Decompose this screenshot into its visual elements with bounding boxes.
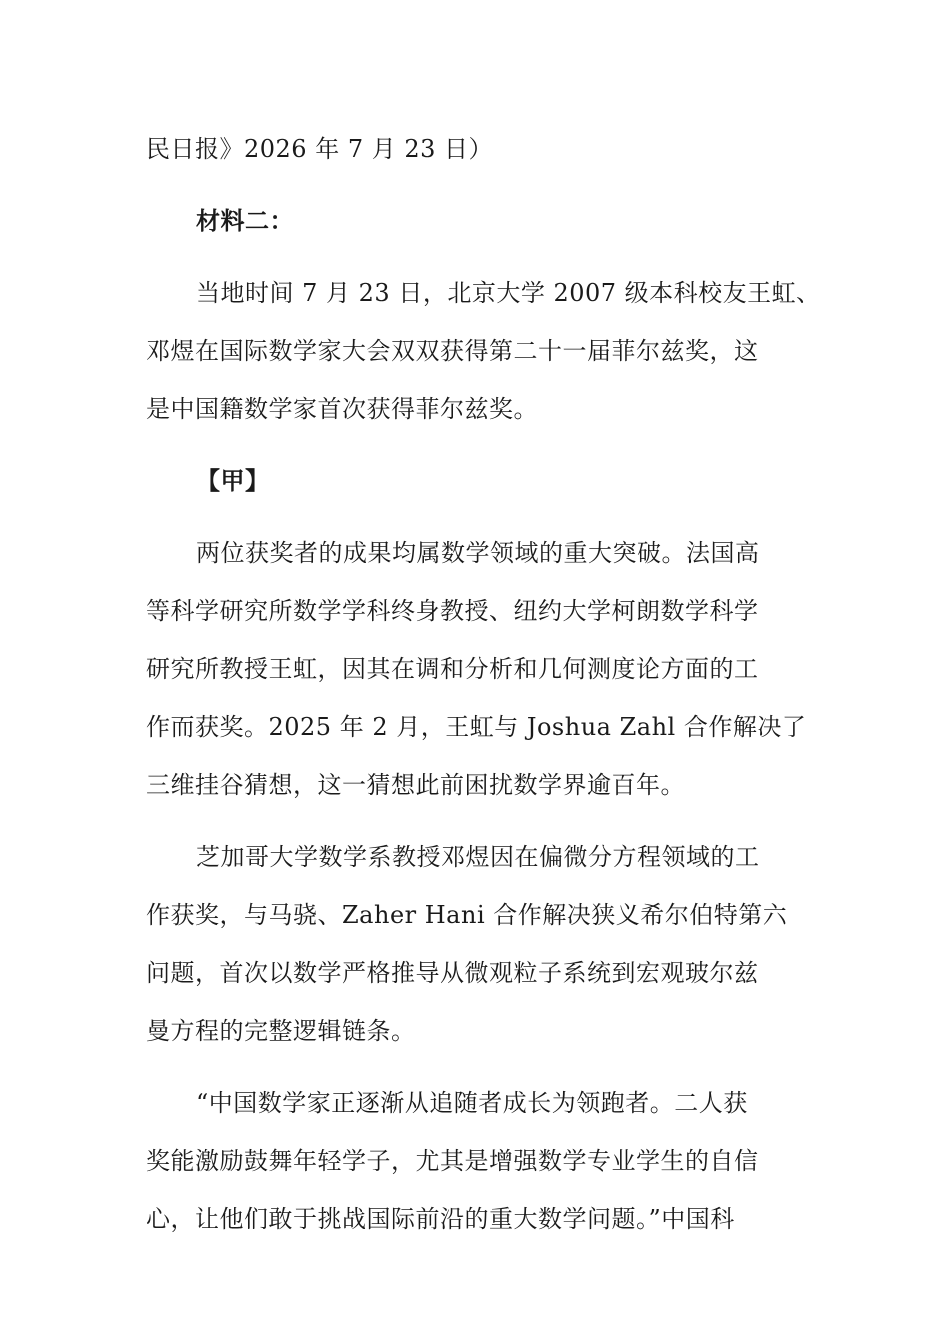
source-citation-line: 民日报》2026 年 7 月 23 日） [146,135,494,163]
paragraph-line: “中国数学家正逐渐从追随者成长为领跑者。二人获 [196,1089,748,1117]
paragraph-line: 是中国籍数学家首次获得菲尔兹奖。 [146,395,538,423]
paragraph-line: 邓煜在国际数学家大会双双获得第二十一届菲尔兹奖，这 [146,337,759,365]
paragraph-line: 作获奖，与马骁、Zaher Hani 合作解决狭义希尔伯特第六 [146,901,788,929]
material-two-heading: 材料二： [196,206,294,235]
paragraph-line: 研究所教授王虹，因其在调和分析和几何测度论方面的工 [146,655,759,683]
paragraph-line: 三维挂谷猜想，这一猜想此前困扰数学界逾百年。 [146,771,685,799]
paragraph-line: 当地时间 7 月 23 日，北京大学 2007 级本科校友王虹、 [196,279,821,307]
section-marker-jia: 【甲】 [196,466,270,495]
paragraph-line: 心，让他们敢于挑战国际前沿的重大数学问题。”中国科 [146,1205,735,1233]
document-body [146,120,821,1248]
paragraph-line: 等科学研究所数学学科终身教授、纽约大学柯朗数学科学 [146,597,759,625]
paragraph-line: 芝加哥大学数学系教授邓煜因在偏微分方程领域的工 [196,843,760,871]
paragraph-line: 作而获奖。2025 年 2 月，王虹与 Joshua Zahl 合作解决了 [146,713,807,741]
paragraph-line: 奖能激励鼓舞年轻学子，尤其是增强数学专业学生的自信 [146,1147,759,1175]
paragraph-line: 问题，首次以数学严格推导从微观粒子系统到宏观玻尔兹 [146,959,759,987]
paragraph-line: 曼方程的完整逻辑链条。 [146,1017,416,1045]
paragraph-line: 两位获奖者的成果均属数学领域的重大突破。法国高 [196,539,760,567]
